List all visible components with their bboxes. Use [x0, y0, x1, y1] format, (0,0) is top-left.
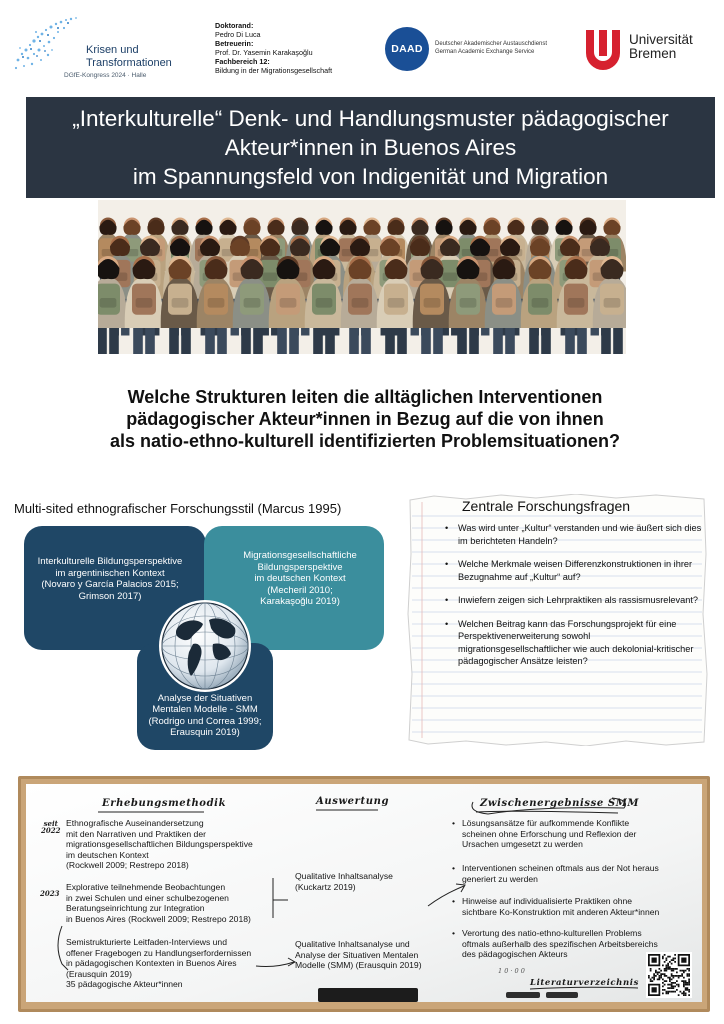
daad-german: Deutscher Akademischer Austauschdienst: [435, 41, 548, 47]
globe-icon: [157, 598, 253, 694]
eval1-line: Qualitative Inhaltsanalyse: [295, 871, 393, 881]
betreuerin-label: Betreuerin:: [215, 39, 254, 49]
krisen-transformationen-logo: [8, 8, 178, 88]
uni-line2: Bremen: [629, 46, 677, 61]
method1-line: (Rockwell 2009; Restrepo 2018): [66, 860, 189, 870]
backpack-pocket: [100, 298, 117, 308]
title-banner: [26, 97, 715, 198]
head-erhebungsmethodik: Erhebungsmethodik: [102, 798, 227, 809]
method3-line: offener Fragebogen zu Handlungserfordernissen: [66, 947, 252, 958]
method1-line: mit den Narrativen und Praktiken der: [66, 828, 206, 839]
particle-swirl-icon: [8, 10, 88, 80]
box-bottom-line: Analyse der Situativen: [157, 692, 253, 704]
result-line: • Hinweise auf individualisierte Praktiken ohne: [462, 896, 633, 906]
result-item: [462, 896, 659, 917]
krisen-line1: Krisen und: [86, 44, 139, 56]
main-question-line2: pädagogischer Akteur*innen in Bezug auf die von ihnen: [126, 409, 604, 429]
year-2023: 2023: [40, 889, 60, 898]
backpack-pocket: [352, 298, 369, 308]
scribble-note: 1 0 · 0 0: [498, 967, 525, 975]
title-line3: im Spannungsfeld von Indigenität und Migration: [132, 164, 609, 189]
method-title: Multi-sited ethnografischer Forschungsstil (Marcus 1995): [14, 501, 342, 516]
krisen-line2: Transformationen: [86, 57, 172, 69]
result-line: • Interventionen scheinen oftmals aus der Not heraus: [462, 863, 659, 873]
main-question-line1: Welche Strukturen leiten die alltäglichen Interventionen: [127, 387, 603, 407]
backpack-pocket: [568, 298, 585, 308]
research-question-item: • Welche Merkmale weisen Differenzkonstruktionen in ihrer Bezugnahme auf „Kultur“ auf?: [458, 558, 704, 583]
method3-line: in pädagogischen Kontexten in Buenos Aires: [66, 958, 237, 968]
uni-bremen-logo: [583, 28, 713, 76]
author-info: [215, 21, 332, 76]
congress-label: DGfE-Kongress 2024 · Halle: [64, 72, 147, 79]
fachbereich-label: Fachbereich 12:: [215, 57, 270, 67]
box-right-line: Bildungsperspektive: [257, 561, 343, 573]
betreuerin-name: Prof. Dr. Yasemin Karakaşoğlu: [215, 48, 313, 58]
research-question-item: • Was wird unter „Kultur“ verstanden und wie äußert sich dies im berichteten Handeln?: [458, 522, 704, 547]
eval-inhaltsanalyse: [295, 871, 393, 892]
doktorand-name: Pedro Di Luca: [215, 30, 261, 40]
seit-text: seit: [43, 819, 58, 828]
uni-bremen-u-icon: [583, 28, 623, 72]
eval2-line: Modelle (SMM) (Erausquin 2019): [295, 960, 422, 970]
method2-line: in zwei Schulen und einer schulbezogenen: [66, 892, 229, 903]
method3-line: Semistrukturierte Leitfaden-Interviews und: [66, 937, 227, 947]
box-left-line: im argentinischen Kontext: [55, 567, 165, 579]
result-item: [462, 928, 658, 960]
head-literaturverzeichnis: Literaturverzeichnis: [530, 978, 639, 988]
eval2-line: Qualitative Inhaltsanalyse und: [295, 939, 410, 949]
box-left-line: Grimson 2017): [78, 590, 142, 602]
research-question-item: • Welchen Beitrag kann das Forschungsprojekt für eine Perspektivenerweiterung sowohl migrationsgesellschaftlicher wie auch dekolonial-kritischer pädagogischer Ansätze leisten?: [458, 618, 704, 668]
box-right-line: (Mecheril 2010;: [267, 584, 333, 596]
box-bottom-line: (Rodrigo und Correa 1999;: [148, 715, 262, 727]
box-left-line: Interkulturelle Bildungsperspektive: [37, 556, 183, 567]
backpack-pocket: [388, 298, 405, 308]
box-bottom-line: Mentalen Modelle - SMM: [152, 704, 258, 715]
backpack-pocket: [263, 273, 278, 281]
eval2-line: Analyse der Situativen Mentalen: [295, 949, 419, 960]
box-bottom-line: Erausquin 2019): [170, 727, 240, 738]
backpack-pocket: [208, 298, 225, 308]
fachbereich-name: Bildung in der Migrationsgesellschaft: [215, 66, 333, 76]
backpack-pocket: [443, 273, 458, 281]
method1-line: im deutschen Kontext: [66, 849, 149, 860]
daad-english: German Academic Exchange Service: [435, 49, 535, 55]
year-2022: 2022: [41, 826, 61, 835]
eval-smm: [295, 939, 422, 971]
result-line: Ursachen umgesetzt zu werden: [462, 839, 583, 849]
research-questions: [424, 498, 704, 679]
daad-logo: [385, 27, 565, 71]
method2-line: in Buenos Aires (Rockwell 2009; Restrepo 2018): [66, 913, 251, 924]
backpack-pocket: [496, 298, 513, 308]
uni-line1: Universität: [629, 32, 693, 47]
result-line: • Lösungsansätze für aufkommende Konflikte: [462, 818, 630, 828]
method-ethnographic: [66, 818, 253, 871]
method2-line: Beratungseinrichtung zur Integration: [66, 903, 205, 913]
backpack-pocket: [424, 298, 441, 308]
box-right-line: im deutschen Kontext: [254, 573, 346, 585]
method3-line: 35 pädagogische Akteur*innen: [66, 979, 183, 989]
backpack-pocket: [280, 298, 297, 308]
result-line: scheinen ohne Erforschung und Reflexion der: [462, 828, 637, 839]
box-right-line: Karakaşoğlu 2019): [260, 596, 340, 608]
doktorand-label: Doktorand:: [215, 21, 254, 30]
research-question-item: • Inwiefern zeigen sich Lehrpraktiken als rassismusrelevant?: [458, 594, 704, 607]
result-item: [462, 863, 659, 884]
backpack-pocket: [460, 298, 477, 308]
backpack-pocket: [136, 298, 153, 308]
method1-line: migrationsgesellschaftlichen Bildungsperspektive: [66, 839, 253, 849]
backpack-pocket: [532, 298, 549, 308]
backpack-pocket: [244, 298, 261, 308]
method1-line: Ethnografische Auseinandersetzung: [66, 818, 204, 828]
research-questions-list: [424, 522, 704, 668]
result-line: sichtbare Ko-Konstruktion mit anderen Akteur*innen: [462, 906, 660, 917]
title-line2: Akteur*innen in Buenos Aires: [224, 135, 517, 160]
result-line: • Verortung des natio-ethno-kulturellen Problems: [462, 928, 642, 938]
backpack-pocket: [604, 298, 621, 308]
result-line: generiert zu werden: [462, 873, 538, 884]
method-interviews: [66, 937, 251, 990]
box-right-line: Migrationsgesellschaftliche: [243, 550, 357, 562]
head-auswertung: Auswertung: [316, 796, 390, 807]
daad-circle: DAAD: [385, 27, 429, 71]
box-left-line: (Novaro y García Palacios 2015;: [41, 579, 179, 590]
label-seit: [41, 820, 60, 834]
backpack-pocket: [316, 298, 333, 308]
eval1-line: (Kuckartz 2019): [295, 881, 356, 892]
method2-line: Explorative teilnehmende Beobachtungen: [66, 882, 226, 892]
result-line: des pädagogischen Akteurs: [462, 949, 568, 959]
result-item: [462, 818, 636, 850]
result-line: oftmals außerhalb des spezifischen Arbeitsbereichs: [462, 938, 658, 949]
crowd-illustration: [98, 200, 626, 354]
research-questions-title: Zentrale Forschungsfragen: [462, 498, 631, 514]
backpack-pocket: [172, 298, 189, 308]
main-question-line3: als natio-ethno-kulturell identifizierten Problemsituationen?: [109, 431, 621, 451]
whiteboard: [18, 776, 710, 1012]
method3-line: (Erausquin 2019): [66, 968, 132, 979]
title-line1: „Interkulturelle“ Denk- und Handlungsmuster pädagogischer: [72, 106, 669, 131]
head-zwischenergebnisse: Zwischenergebnisse SMM: [480, 798, 640, 809]
method-observation: [66, 882, 251, 924]
main-research-question: [20, 386, 710, 452]
